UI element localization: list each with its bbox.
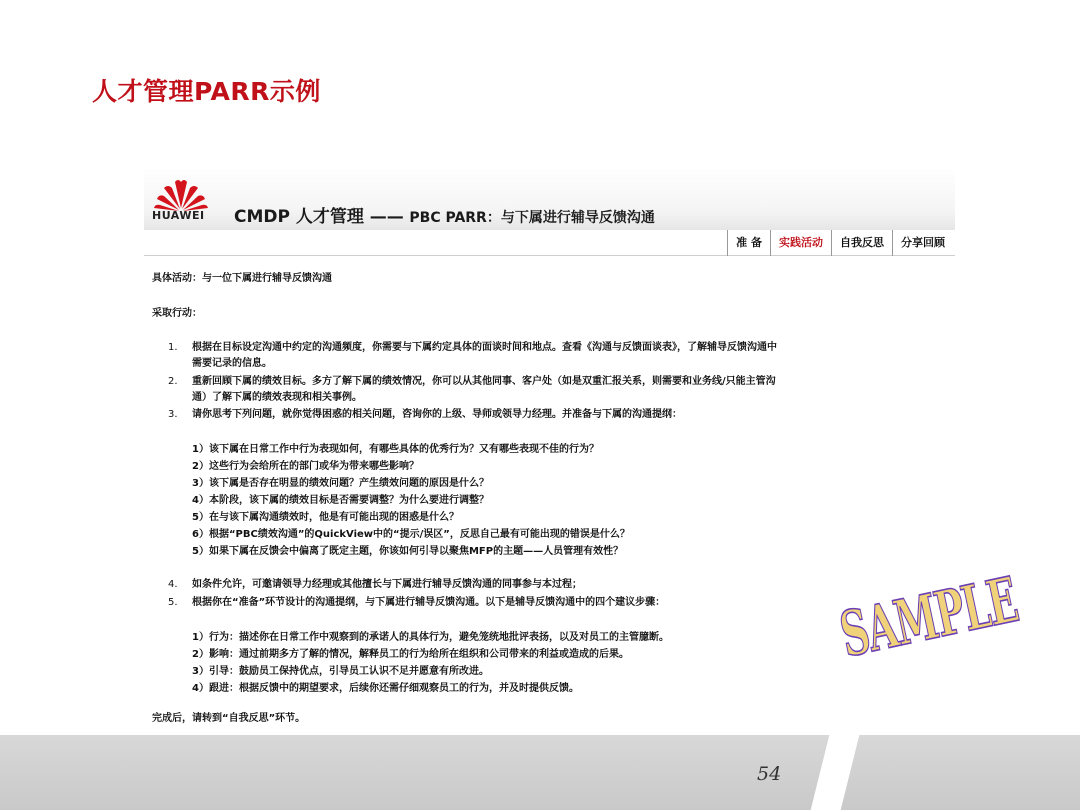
step-text: 根据在目标设定沟通中约定的沟通频度，你需要与下属约定具体的面谈时间和地点。查看《沟通与反馈面谈表》，了解辅导反馈沟通中 — [192, 342, 777, 353]
step-number: 4. — [168, 579, 178, 590]
step-number: 2. — [168, 376, 178, 387]
step-text: 根据你在“准备”环节设计的沟通提纲，与下属进行辅导反馈沟通。以下是辅导反馈沟通中的四个建议步骤： — [192, 597, 666, 608]
nav-item-practice[interactable]: 实践活动 — [770, 230, 831, 256]
bottom-band — [0, 735, 1080, 810]
logo-text: HUAWEI — [152, 209, 205, 222]
advice-item: 2）影响：通过前期多方了解的情况，解释员工的行为给所在组织和公司带来的利益或造成的后果。 — [192, 649, 629, 660]
completion-note: 完成后，请转到“自我反思”环节。 — [152, 713, 306, 724]
advice-item: 3）引导：鼓励员工保持优点，引导员工认识不足并愿意有所改进。 — [192, 666, 489, 677]
nav-item-reflect[interactable]: 自我反思 — [831, 230, 892, 256]
sample-stamp: SAMPLE — [834, 563, 1024, 672]
question-item: 1）该下属在日常工作中行为表现如何，有哪些具体的优秀行为？又有哪些表现不佳的行为？ — [192, 444, 599, 455]
advice-item: 1）行为：描述你在日常工作中观察到的承诺人的具体行为，避免笼统地批评表扬，以及对员工的主管臆断。 — [192, 632, 669, 643]
page-number: 54 — [757, 763, 782, 785]
step-text: 请你思考下列问题，就你觉得困惑的相关问题，咨询你的上级、导师或领导力经理。并准备与下属的沟通提纲： — [192, 409, 682, 420]
step-text: 如条件允许，可邀请领导力经理或其他擅长与下属进行辅导反馈沟通的同事参与本过程； — [192, 579, 582, 590]
question-item: 4）本阶段，该下属的绩效目标是否需要调整？为什么要进行调整？ — [192, 495, 489, 506]
question-item: 5）在与该下属沟通绩效时，他是有可能出现的困惑是什么？ — [192, 512, 459, 523]
document-screenshot — [144, 168, 955, 756]
question-item: 5）如果下属在反馈会中偏离了既定主题，你该如何引导以聚焦MFP的主题——人员管理有效性？ — [192, 546, 624, 557]
question-item: 6）根据“PBC绩效沟通”的QuickView中的“提示/误区”，反思自己最有可能出现的错误是什么？ — [192, 529, 630, 540]
step-number: 3. — [168, 409, 178, 420]
step-number: 5. — [168, 597, 178, 608]
document-nav — [144, 230, 955, 256]
activity-heading: 具体活动：与一位下属进行辅导反馈沟通 — [152, 273, 332, 284]
document-title-rest: PBC PARR：与下属进行辅导反馈沟通 — [409, 210, 655, 226]
advice-item: 4）跟进：根据反馈中的期望要求，后续你还需仔细观察员工的行为，并及时提供反馈。 — [192, 683, 579, 694]
step-text: 需要记录的信息。 — [192, 358, 272, 369]
step-number: 1. — [168, 342, 178, 353]
question-item: 2）这些行为会给所在的部门或华为带来哪些影响？ — [192, 461, 419, 472]
step-text: 重新回顾下属的绩效目标。多方了解下属的绩效情况，你可以从其他同事、客户处（如是双重汇报关系，则需要和业务线/只能主管沟 — [192, 376, 776, 387]
question-item: 3）该下属是否存在明显的绩效问题？产生绩效问题的原因是什么？ — [192, 478, 489, 489]
document-title — [234, 202, 655, 227]
slide-title: 人才管理PARR示例 — [92, 77, 321, 106]
nav-items — [727, 230, 953, 256]
document-title-cmdp: CMDP 人才管理 —— — [234, 207, 404, 227]
document-header — [144, 168, 955, 230]
nav-item-prepare[interactable]: 准 备 — [727, 230, 770, 256]
step-text: 通）了解下属的绩效表现和相关事例。 — [192, 392, 362, 403]
actions-label: 采取行动： — [152, 308, 202, 319]
nav-item-share[interactable]: 分享回顾 — [892, 230, 953, 256]
